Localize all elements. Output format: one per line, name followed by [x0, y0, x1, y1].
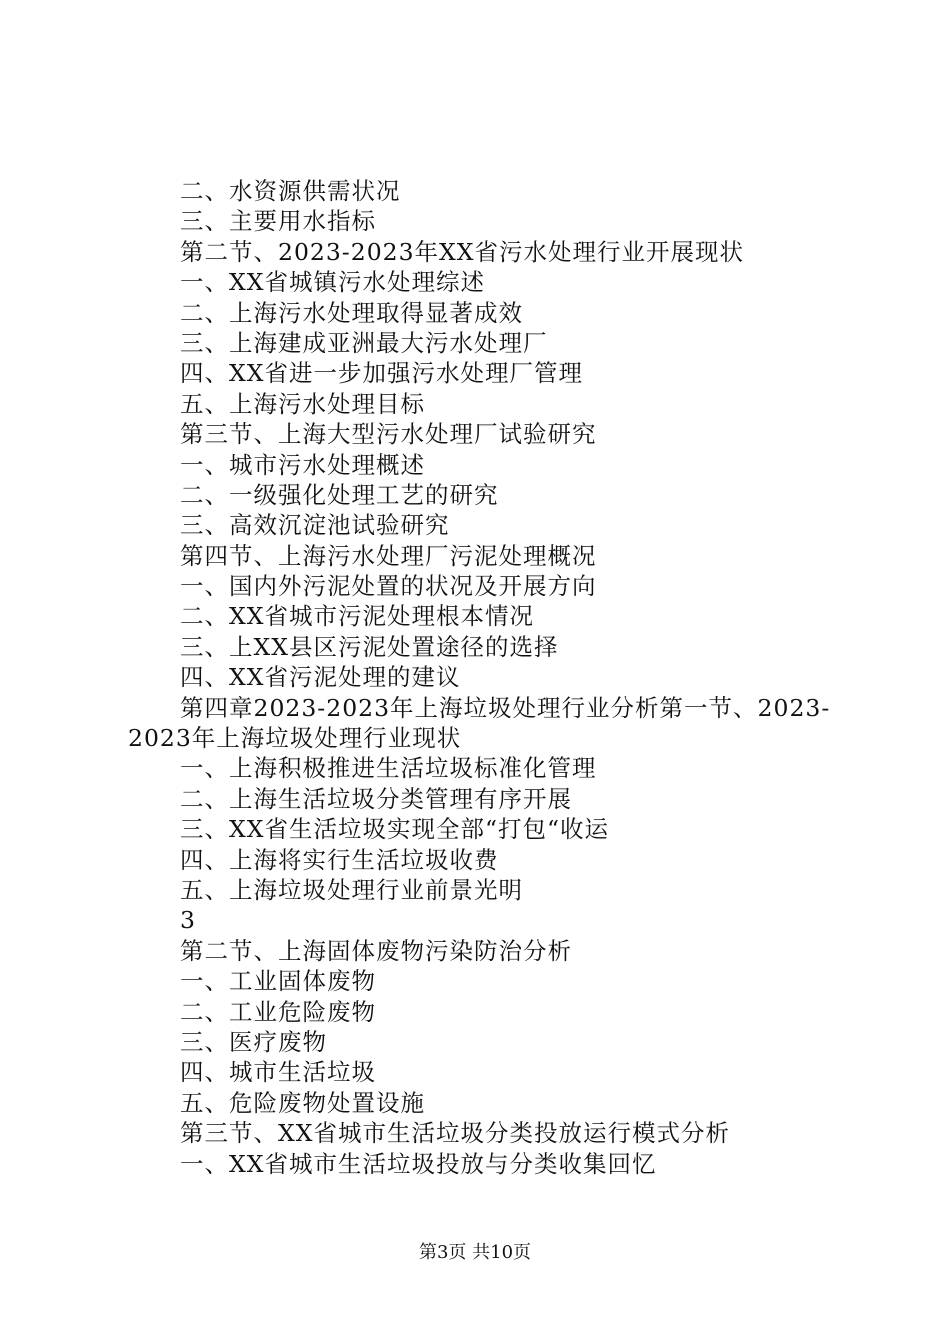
text-line: 三、上XX县区污泥处置途径的选择	[180, 632, 559, 661]
section-heading: 第二节、上海固体废物污染防治分析	[180, 936, 572, 965]
section-heading: 第三节、XX省城市生活垃圾分类投放运行模式分析	[180, 1119, 730, 1148]
text-line: 二、一级强化处理工艺的研究	[180, 480, 499, 509]
text-line: 五、上海污水处理目标	[180, 389, 425, 418]
text-line: 二、水资源供需状况	[180, 177, 401, 205]
chapter-heading-line-2: 2023年上海垃圾处理行业现状	[128, 724, 462, 753]
text-line: 四、城市生活垃圾	[180, 1058, 376, 1087]
page-number-marker: 3	[180, 906, 196, 935]
text-line: 四、XX省进一步加强污水处理厂管理	[180, 359, 583, 388]
text-line: 二、上海生活垃圾分类管理有序开展	[180, 784, 572, 813]
text-line: 三、高效沉淀池试验研究	[180, 511, 450, 540]
text-line: 五、上海垃圾处理行业前景光明	[180, 875, 523, 904]
text-line: 二、工业危险废物	[180, 997, 376, 1026]
text-line: 三、医疗废物	[180, 1027, 327, 1056]
text-line: 四、XX省污泥处理的建议	[180, 663, 461, 692]
chapter-heading-line-1: 第四章2023-2023年上海垃圾处理行业分析第一节、2023-	[180, 693, 831, 722]
text-line: 一、国内外污泥处置的状况及开展方向	[180, 572, 597, 601]
text-line: 一、上海积极推进生活垃圾标准化管理	[180, 754, 597, 783]
section-heading: 第二节、2023-2023年XX省污水处理行业开展现状	[180, 237, 745, 266]
text-line: 三、上海建成亚洲最大污水处理厂	[180, 328, 548, 357]
text-line: 一、城市污水处理概述	[180, 450, 425, 479]
text-line: 一、XX省城镇污水处理综述	[180, 268, 485, 297]
text-line: 二、XX省城市污泥处理根本情况	[180, 602, 534, 631]
section-heading: 第三节、上海大型污水处理厂试验研究	[180, 420, 597, 449]
page-footer: 第3页 共10页	[418, 1242, 532, 1263]
text-line: 一、工业固体废物	[180, 967, 376, 996]
text-line: 三、XX省生活垃圾实现全部“打包“收运	[180, 815, 609, 844]
text-line: 三、主要用水指标	[180, 207, 376, 236]
text-line: 五、危险废物处置设施	[180, 1088, 425, 1117]
document-body	[128, 176, 843, 1179]
section-heading: 第四节、上海污水处理厂污泥处理概况	[180, 541, 597, 570]
text-line: 二、上海污水处理取得显著成效	[180, 298, 523, 327]
text-line: 一、XX省城市生活垃圾投放与分类收集回忆	[180, 1149, 657, 1178]
text-line: 四、上海将实行生活垃圾收费	[180, 845, 499, 874]
